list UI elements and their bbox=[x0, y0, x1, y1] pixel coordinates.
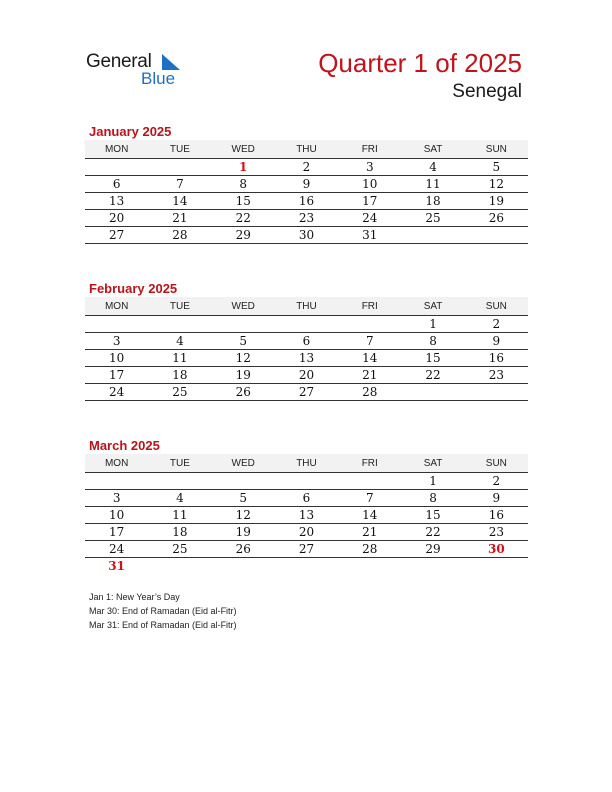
day-cell: 6 bbox=[275, 490, 338, 507]
weekday-header: TUE bbox=[148, 140, 211, 159]
day-cell: 16 bbox=[465, 350, 528, 367]
weekday-header: WED bbox=[212, 297, 275, 316]
day-cell: 3 bbox=[85, 333, 148, 350]
week-row bbox=[85, 227, 528, 244]
day-cell bbox=[275, 316, 338, 333]
day-cell: 20 bbox=[85, 210, 148, 227]
week-row bbox=[85, 193, 528, 210]
day-cell: 13 bbox=[85, 193, 148, 210]
week-row bbox=[85, 333, 528, 350]
weekday-header: WED bbox=[212, 140, 275, 159]
day-cell bbox=[338, 473, 401, 490]
day-cell: 2 bbox=[275, 159, 338, 176]
day-cell: 28 bbox=[338, 541, 401, 558]
day-cell: 23 bbox=[465, 367, 528, 384]
day-cell: 5 bbox=[212, 490, 275, 507]
logo-general-text: General bbox=[86, 51, 152, 72]
week-row-overflow bbox=[85, 558, 528, 575]
month-calendar bbox=[85, 280, 528, 401]
day-cell: 23 bbox=[465, 524, 528, 541]
day-cell: 15 bbox=[401, 507, 464, 524]
day-cell: 27 bbox=[85, 227, 148, 244]
week-row bbox=[85, 316, 528, 333]
day-cell: 18 bbox=[401, 193, 464, 210]
day-cell: 23 bbox=[275, 210, 338, 227]
holiday-note: Mar 31: End of Ramadan (Eid al-Fitr) bbox=[89, 620, 237, 630]
day-cell: 21 bbox=[148, 210, 211, 227]
weekday-header: TUE bbox=[148, 297, 211, 316]
day-cell: 25 bbox=[401, 210, 464, 227]
holiday-note: Mar 30: End of Ramadan (Eid al-Fitr) bbox=[89, 606, 237, 616]
day-cell: 29 bbox=[401, 541, 464, 558]
day-cell bbox=[401, 384, 464, 401]
logo bbox=[86, 51, 196, 91]
month-grid bbox=[85, 297, 528, 401]
day-cell: 26 bbox=[212, 541, 275, 558]
day-cell: 6 bbox=[85, 176, 148, 193]
day-cell bbox=[465, 558, 528, 575]
weekday-header: THU bbox=[275, 140, 338, 159]
day-cell: 5 bbox=[465, 159, 528, 176]
weekday-header: WED bbox=[212, 454, 275, 473]
weekday-header: MON bbox=[85, 140, 148, 159]
day-cell bbox=[401, 558, 464, 575]
day-cell: 11 bbox=[148, 507, 211, 524]
day-cell: 8 bbox=[401, 333, 464, 350]
weekday-header: FRI bbox=[338, 140, 401, 159]
day-cell: 12 bbox=[465, 176, 528, 193]
week-row bbox=[85, 490, 528, 507]
week-row bbox=[85, 384, 528, 401]
week-row bbox=[85, 473, 528, 490]
day-cell bbox=[212, 558, 275, 575]
month-grid bbox=[85, 454, 528, 574]
week-row bbox=[85, 507, 528, 524]
day-cell: 12 bbox=[212, 350, 275, 367]
weekday-header: FRI bbox=[338, 454, 401, 473]
day-cell: 8 bbox=[212, 176, 275, 193]
day-cell: 26 bbox=[465, 210, 528, 227]
day-cell: 2 bbox=[465, 316, 528, 333]
weekday-header: MON bbox=[85, 454, 148, 473]
day-cell: 1 bbox=[401, 473, 464, 490]
day-cell: 16 bbox=[275, 193, 338, 210]
day-cell: 31 bbox=[108, 559, 125, 573]
day-cell: 19 bbox=[212, 524, 275, 541]
day-cell: 19 bbox=[212, 367, 275, 384]
flag-triangle-icon bbox=[160, 54, 180, 70]
week-row bbox=[85, 176, 528, 193]
weekday-header: MON bbox=[85, 297, 148, 316]
month-title: February 2025 bbox=[89, 281, 178, 296]
day-cell bbox=[148, 558, 211, 575]
day-cell: 29 bbox=[212, 227, 275, 244]
day-cell: 24 bbox=[85, 384, 148, 401]
day-cell bbox=[465, 227, 528, 244]
day-cell: 7 bbox=[148, 176, 211, 193]
day-cell bbox=[148, 316, 211, 333]
page-title: Quarter 1 of 2025 bbox=[318, 48, 522, 78]
weekday-header: SAT bbox=[401, 140, 464, 159]
day-cell: 22 bbox=[401, 367, 464, 384]
day-cell bbox=[465, 384, 528, 401]
day-cell: 1 bbox=[401, 316, 464, 333]
day-cell: 19 bbox=[465, 193, 528, 210]
day-cell: 26 bbox=[212, 384, 275, 401]
day-cell: 11 bbox=[401, 176, 464, 193]
day-cell: 4 bbox=[148, 490, 211, 507]
month-title: January 2025 bbox=[89, 124, 172, 139]
day-cell: 10 bbox=[338, 176, 401, 193]
day-cell: 5 bbox=[212, 333, 275, 350]
holiday-note: Jan 1: New Year’s Day bbox=[89, 592, 180, 602]
day-cell: 30 bbox=[275, 227, 338, 244]
day-cell: 24 bbox=[338, 210, 401, 227]
weekday-header: FRI bbox=[338, 297, 401, 316]
country-name: Senegal bbox=[452, 81, 522, 102]
day-cell: 15 bbox=[401, 350, 464, 367]
day-cell: 13 bbox=[275, 507, 338, 524]
day-cell: 9 bbox=[465, 333, 528, 350]
day-cell: 16 bbox=[465, 507, 528, 524]
day-cell: 6 bbox=[275, 333, 338, 350]
day-cell: 24 bbox=[85, 541, 148, 558]
day-cell bbox=[85, 473, 148, 490]
day-cell: 20 bbox=[275, 524, 338, 541]
day-cell bbox=[338, 558, 401, 575]
week-row bbox=[85, 159, 528, 176]
day-cell: 17 bbox=[338, 193, 401, 210]
day-cell bbox=[275, 473, 338, 490]
logo-blue-text: Blue bbox=[141, 69, 176, 88]
day-cell bbox=[148, 159, 211, 176]
month-calendar bbox=[85, 123, 528, 244]
day-cell: 1 bbox=[212, 159, 275, 176]
day-cell: 22 bbox=[212, 210, 275, 227]
day-cell bbox=[212, 473, 275, 490]
day-cell: 18 bbox=[148, 367, 211, 384]
day-cell: 4 bbox=[401, 159, 464, 176]
month-calendar bbox=[85, 437, 528, 574]
day-cell: 30 bbox=[465, 541, 528, 558]
day-cell: 3 bbox=[338, 159, 401, 176]
day-cell: 28 bbox=[148, 227, 211, 244]
day-cell: 20 bbox=[275, 367, 338, 384]
day-cell: 4 bbox=[148, 333, 211, 350]
day-cell: 28 bbox=[338, 384, 401, 401]
weekday-header: SUN bbox=[465, 297, 528, 316]
weekday-header: THU bbox=[275, 454, 338, 473]
week-row bbox=[85, 210, 528, 227]
day-cell bbox=[275, 558, 338, 575]
day-cell: 11 bbox=[148, 350, 211, 367]
day-cell: 10 bbox=[85, 350, 148, 367]
week-row bbox=[85, 541, 528, 558]
day-cell: 9 bbox=[465, 490, 528, 507]
day-cell: 17 bbox=[85, 367, 148, 384]
weekday-header: SUN bbox=[465, 454, 528, 473]
day-cell bbox=[338, 316, 401, 333]
holiday-notes bbox=[89, 590, 237, 632]
day-cell: 31 bbox=[338, 227, 401, 244]
day-cell bbox=[85, 159, 148, 176]
day-cell bbox=[148, 473, 211, 490]
weekday-header: SAT bbox=[401, 454, 464, 473]
day-cell bbox=[85, 316, 148, 333]
day-cell: 7 bbox=[338, 333, 401, 350]
day-cell: 22 bbox=[401, 524, 464, 541]
weekday-header: SUN bbox=[465, 140, 528, 159]
day-cell: 8 bbox=[401, 490, 464, 507]
weekday-header: SAT bbox=[401, 297, 464, 316]
day-cell: 9 bbox=[275, 176, 338, 193]
month-title: March 2025 bbox=[89, 438, 160, 453]
day-cell: 21 bbox=[338, 524, 401, 541]
day-cell: 14 bbox=[338, 350, 401, 367]
week-row bbox=[85, 350, 528, 367]
day-cell: 12 bbox=[212, 507, 275, 524]
day-cell: 15 bbox=[212, 193, 275, 210]
day-cell: 7 bbox=[338, 490, 401, 507]
day-cell bbox=[212, 316, 275, 333]
day-cell bbox=[401, 227, 464, 244]
day-cell: 10 bbox=[85, 507, 148, 524]
day-cell: 3 bbox=[85, 490, 148, 507]
week-row bbox=[85, 524, 528, 541]
day-cell: 14 bbox=[338, 507, 401, 524]
day-cell: 27 bbox=[275, 384, 338, 401]
weekday-header: TUE bbox=[148, 454, 211, 473]
day-cell: 14 bbox=[148, 193, 211, 210]
weekday-header: THU bbox=[275, 297, 338, 316]
day-cell: 2 bbox=[465, 473, 528, 490]
day-cell: 27 bbox=[275, 541, 338, 558]
day-cell: 18 bbox=[148, 524, 211, 541]
day-cell: 25 bbox=[148, 384, 211, 401]
day-cell: 25 bbox=[148, 541, 211, 558]
week-row bbox=[85, 367, 528, 384]
day-cell: 17 bbox=[85, 524, 148, 541]
day-cell: 21 bbox=[338, 367, 401, 384]
day-cell: 13 bbox=[275, 350, 338, 367]
month-grid bbox=[85, 140, 528, 244]
